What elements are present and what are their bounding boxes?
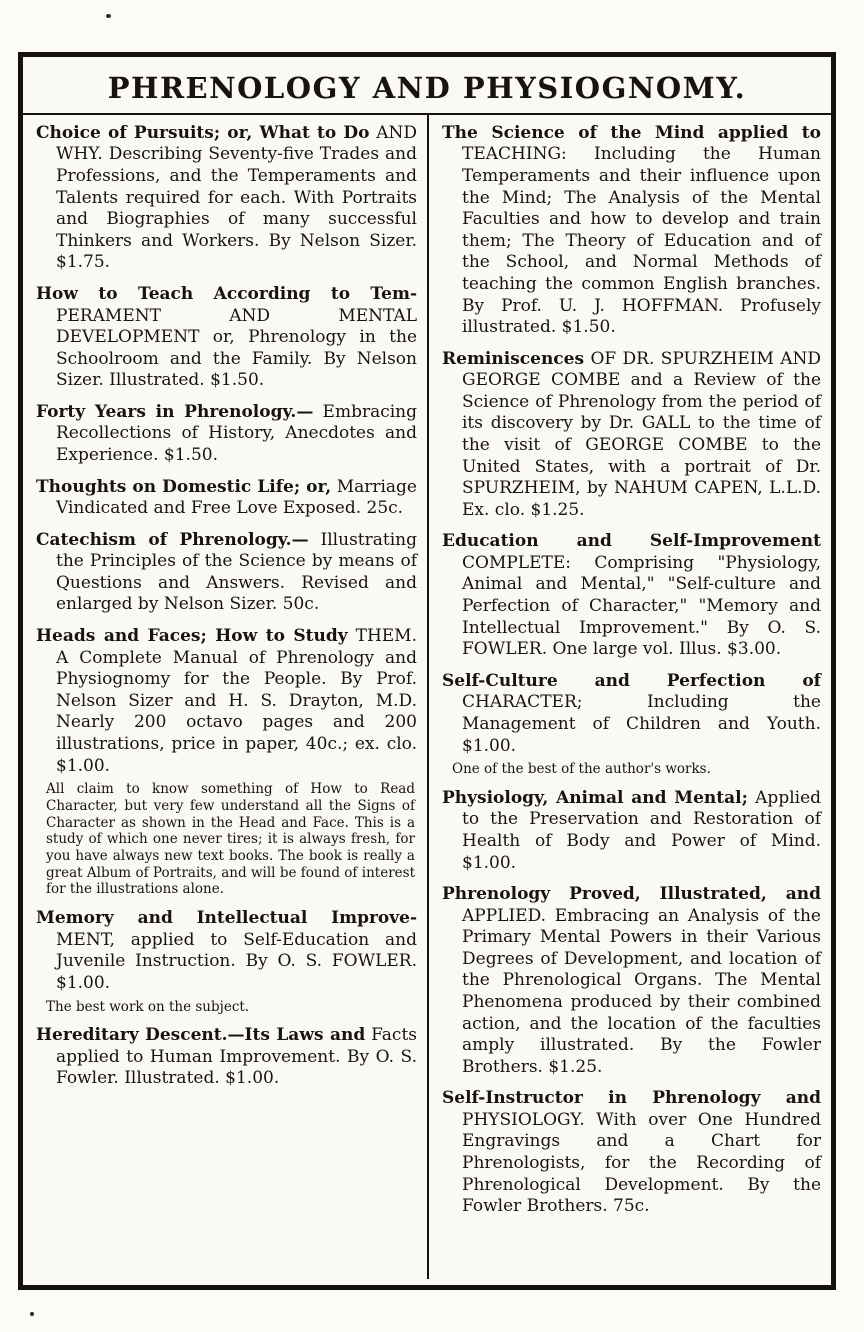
book-entry <box>442 884 821 1078</box>
book-entry <box>442 788 821 874</box>
book-description: Facts applied to Human Improvement. By O. S. Fowler. Illustrated. $1.00. <box>56 1025 417 1089</box>
book-title: Self-Culture and Perfection of <box>442 670 821 691</box>
book-title: Choice of Pursuits; or, What to Do <box>36 122 370 143</box>
book-entry <box>442 531 821 660</box>
page-header <box>23 57 831 115</box>
book-title: Reminiscences <box>442 348 585 369</box>
book-title: Phrenology Proved, Illustrated, and <box>442 884 821 905</box>
book-entry <box>442 671 821 778</box>
book-entry <box>36 530 417 616</box>
book-title: Forty Years in Phrenology.— <box>36 401 314 422</box>
book-description: PHYSIOLOGY. With over One Hundred Engravings and a Chart for Phrenologists, for the Recording of Phrenological Development. By the Fowler Brothers. 75c. <box>462 1109 821 1217</box>
book-entry <box>442 349 821 522</box>
entry-paragraph <box>36 402 417 467</box>
entry-paragraph <box>442 884 821 1078</box>
book-description: Marriage Vindicated and Free Love Exposed. 25c. <box>56 476 417 519</box>
book-description: COMPLETE: Comprising "Physiology, Animal and Mental," "Self-culture and Perfection of Character," "Memory and Intellectual Improvement." By O. S. FOWLER. One large vol. Illus. $3.00. <box>462 552 821 660</box>
book-title: Catechism of Phrenology.— <box>36 529 309 550</box>
entry-note: All claim to know something of How to Read Character, but very few understand all the Signs of Character as shown in the Head and Face. This is a study of which one never tires; it is always fresh, for you have always new text books. The book is really a great Album of Portraits, and will be found of interest for the illustrations alone. <box>46 781 415 898</box>
book-title: Heads and Faces; How to Study <box>36 626 348 647</box>
book-title: Thoughts on Domestic Life; or, <box>36 476 332 497</box>
scan-speck <box>106 14 111 18</box>
entry-paragraph <box>442 788 821 874</box>
book-description: MENT, applied to Self-Education and Juvenile Instruction. By O. S. FOWLER. $1.00. <box>56 929 417 993</box>
entry-paragraph <box>36 908 417 994</box>
book-entry <box>36 477 417 520</box>
book-entry <box>36 908 417 1015</box>
entry-paragraph <box>36 284 417 392</box>
left-column <box>23 115 427 1279</box>
entry-paragraph <box>36 123 417 274</box>
entry-note: One of the best of the author's works. <box>452 761 711 778</box>
book-title: Self-Instructor in Phrenology and <box>442 1088 821 1109</box>
book-description: APPLIED. Embracing an Analysis of the Primary Mental Powers in their Various Degrees of Development, and location of the Phrenological Organs. The Mental Phenomena produced by their combined action, and the location of the faculties amply illustrated. By the Fowler Brothers. $1.25. <box>462 905 821 1077</box>
two-column-layout <box>23 115 831 1279</box>
entry-paragraph <box>36 1025 417 1090</box>
entry-paragraph <box>36 477 417 520</box>
entry-paragraph <box>442 1088 821 1217</box>
entry-paragraph <box>442 349 821 522</box>
book-entry <box>36 123 417 274</box>
book-description: CHARACTER; Including the Management of Children and Youth. $1.00. <box>462 692 821 756</box>
book-title: How to Teach According to Tem- <box>36 283 417 304</box>
page-frame <box>18 52 836 1290</box>
book-description: Applied to the Preservation and Restoration of Health of Body and Power of Mind. $1.00. <box>462 787 822 873</box>
entry-paragraph <box>442 531 821 660</box>
book-entry <box>36 626 417 898</box>
book-title: Education and Self-Improvement <box>442 531 821 552</box>
book-entry <box>36 284 417 392</box>
entry-paragraph <box>36 626 417 777</box>
book-title: Hereditary Descent.—Its Laws and <box>36 1025 366 1046</box>
entry-paragraph <box>442 671 821 757</box>
book-entry <box>36 402 417 467</box>
book-title: Memory and Intellectual Improve- <box>36 908 417 929</box>
book-description: TEACHING: Including the Human Temperaments and their influence upon the Mind; The Analysis of the Mental Faculties and how to develop and train them; The Theory of Education and of the School, and Normal Methods of teaching the common English branches. By Prof. U. J. HOFFMAN. Profusely illustrated. $1.50. <box>462 144 821 338</box>
entry-paragraph <box>442 123 821 339</box>
book-description: AND WHY. Describing Seventy-five Trades and Professions, and the Temperaments and Talents required for each. With Portraits and Biographies of many successful Thinkers and Workers. By Nelson Sizer. $1.75. <box>56 122 418 273</box>
entry-note: The best work on the subject. <box>46 998 250 1015</box>
book-description: Illustrating the Principles of the Science by means of Questions and Answers. Revised and enlarged by Nelson Sizer. 50c. <box>56 529 417 615</box>
book-entry <box>36 1025 417 1090</box>
entry-paragraph <box>36 530 417 616</box>
book-entry <box>442 123 821 339</box>
book-title: The Science of the Mind applied to <box>442 122 821 143</box>
book-description: THEM. A Complete Manual of Phrenology and Physiognomy for the People. By Prof. Nelson Sizer and H. S. Drayton, M.D. Nearly 200 octavo pages and 200 illustrations, price in paper, 40c.; ex. clo. $1.00. <box>56 626 417 776</box>
book-entry <box>442 1088 821 1217</box>
page-title: PHRENOLOGY AND PHYSIOGNOMY. <box>107 71 747 105</box>
book-description: Embracing Recollections of History, Anecdotes and Experience. $1.50. <box>56 401 418 465</box>
scan-speck <box>30 1312 34 1316</box>
right-column <box>427 115 831 1279</box>
book-title: Physiology, Animal and Mental; <box>442 787 748 808</box>
book-description: OF DR. SPURZHEIM AND GEORGE COMBE and a Review of the Science of Phrenology from the period of its discovery by Dr. GALL to the time of the visit of GEORGE COMBE to the United States, with a portrait of Dr. SPURZHEIM, by NAHUM CAPEN, L.L.D. Ex. clo. $1.25. <box>462 348 822 520</box>
book-description: PERAMENT AND MENTAL DEVELOPMENT or, Phrenology in the Schoolroom and the Family. By Nelson Sizer. Illustrated. $1.50. <box>56 305 417 391</box>
